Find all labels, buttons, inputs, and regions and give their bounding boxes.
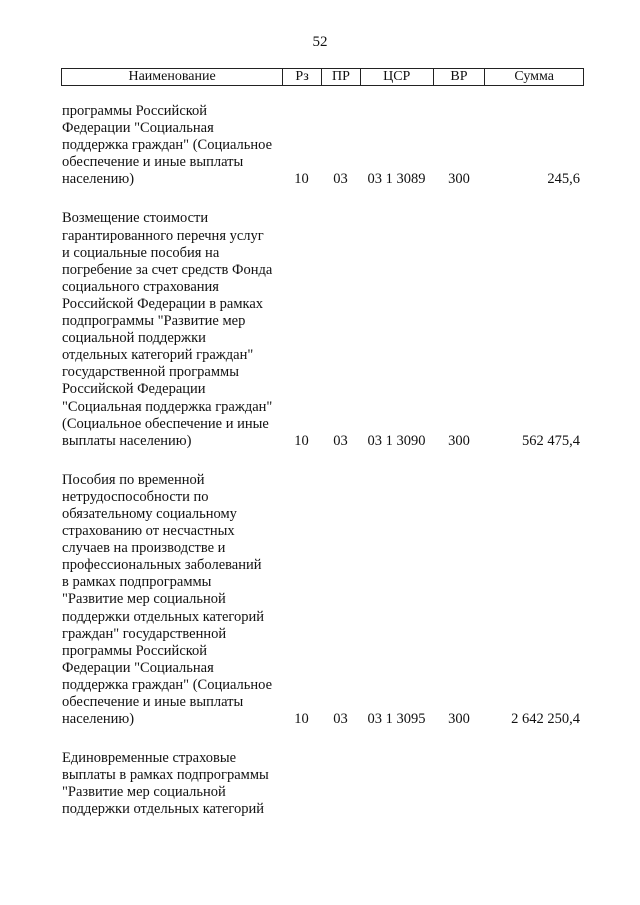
page-number: 52 <box>312 34 328 50</box>
row-vr: 300 <box>448 432 470 449</box>
table-row <box>61 472 584 728</box>
row-csr: 03 1 3090 <box>367 432 426 449</box>
table-row <box>61 750 584 818</box>
header-sum: Сумма <box>484 69 583 85</box>
row-name: Пособия по временной нетрудоспособности по обязательному социальному страхованию от несчастных случаев на производстве и профессиональных заболеваний в рамках подпрограммы "Развитие мер социальной поддержки отдельных категорий граждан" государственной программы Российской Федерации "Социальная поддержка граждан" (Социальное обеспечение и иные выплаты населению) <box>62 471 273 728</box>
row-vr: 300 <box>448 711 470 728</box>
row-name: Единовременные страховые выплаты в рамках подпрограммы "Развитие мер социальной поддержки отдельных категорий <box>62 750 269 818</box>
table-row <box>61 103 584 188</box>
header-name: Наименование <box>128 69 216 84</box>
row-pr: 03 <box>333 711 348 728</box>
row-pr: 03 <box>333 171 348 188</box>
row-sum: 245,6 <box>547 171 580 188</box>
header-rz: Рз <box>282 69 321 85</box>
row-csr: 03 1 3095 <box>367 711 426 728</box>
table-body <box>61 103 584 841</box>
row-rz: 10 <box>294 432 309 449</box>
row-name: Возмещение стоимости гарантированного перечня услуг и социальные пособия на погребение за счет средств Фонда социального страхования Российской Федерации в рамках подпрограммы "Развитие мер социальной поддержки отдельных категорий граждан" государственной программы Российской Федерации "Социальная поддержка граждан" (Социальное обеспечение и иные выплаты населению) <box>62 210 273 449</box>
row-vr: 300 <box>448 171 470 188</box>
header-pr: ПР <box>321 69 360 85</box>
header-vr: ВР <box>433 69 485 85</box>
row-rz: 10 <box>294 711 309 728</box>
row-csr: 03 1 3089 <box>367 171 426 188</box>
row-rz: 10 <box>294 171 309 188</box>
table-row <box>61 210 584 449</box>
row-pr: 03 <box>333 432 348 449</box>
row-sum: 2 642 250,4 <box>511 711 580 728</box>
table-header <box>61 68 584 86</box>
row-name: программы Российской Федерации "Социальная поддержка граждан" (Социальное обеспечение и иные выплаты населению) <box>62 103 273 188</box>
row-sum: 562 475,4 <box>522 432 580 449</box>
header-csr: ЦСР <box>360 69 433 85</box>
